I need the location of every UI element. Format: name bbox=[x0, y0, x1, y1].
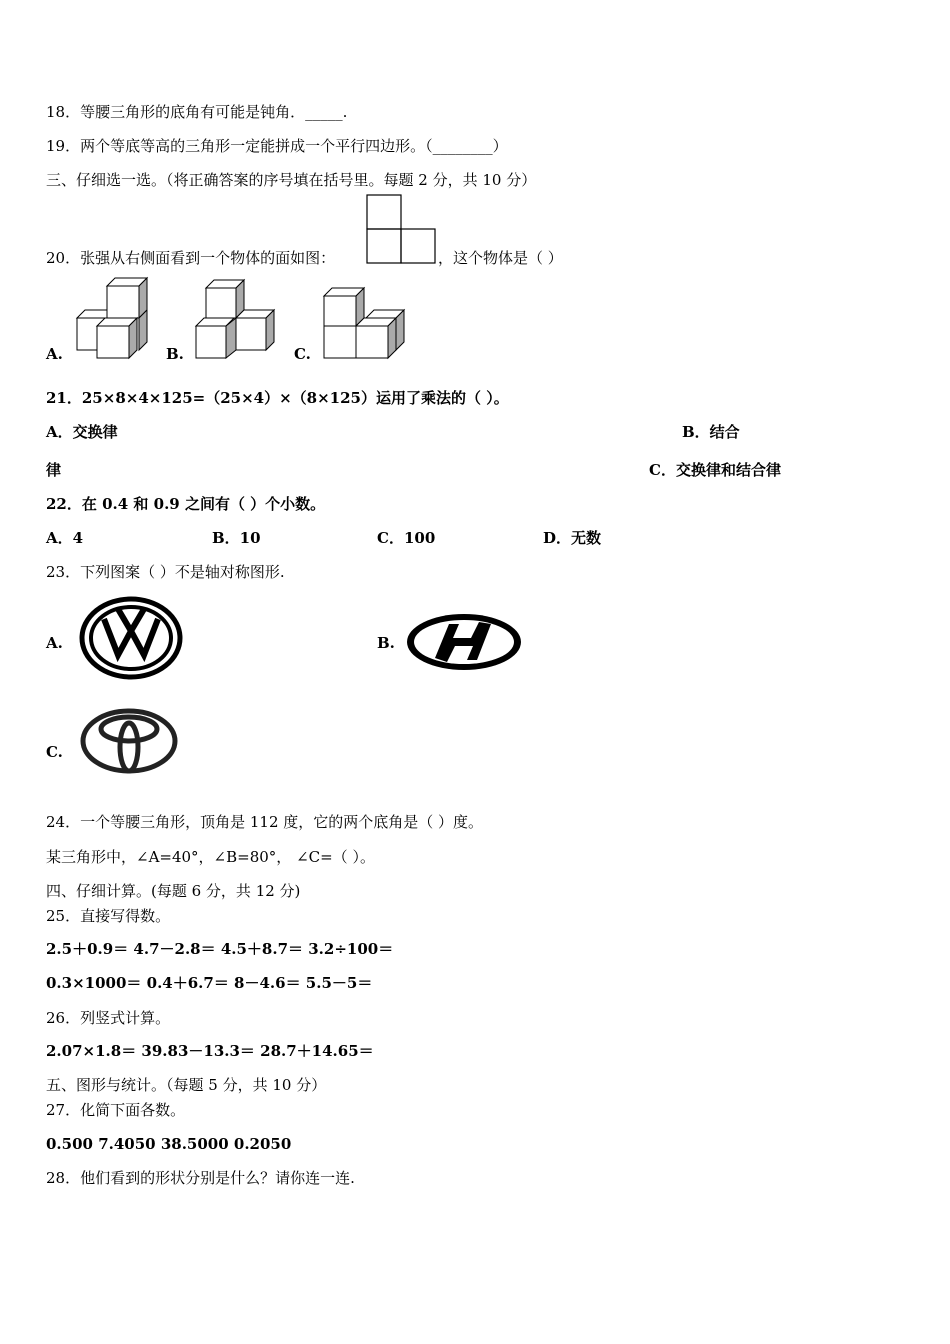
toyota-logo-icon[interactable] bbox=[80, 707, 178, 775]
question-21-option-b[interactable]: B．结合 bbox=[682, 423, 740, 441]
question-20-option-c-label[interactable]: C. bbox=[294, 345, 311, 363]
question-20-text: 20．张强从右侧面看到一个物体的面如图： bbox=[46, 249, 336, 267]
question-27-text: 27．化简下面各数。 bbox=[46, 1101, 186, 1119]
question-23-option-a-label[interactable]: A. bbox=[46, 634, 63, 652]
question-21-option-c[interactable]: C．交换律和结合律 bbox=[649, 461, 781, 479]
question-27-row-1: 0.500 7.4050 38.5000 0.2050 bbox=[46, 1135, 292, 1153]
question-24-line2: 某三角形中，∠A=40°，∠B=80°， ∠C=（ ）。 bbox=[46, 848, 375, 866]
vw-logo-icon[interactable] bbox=[80, 597, 182, 679]
question-18 bbox=[46, 102, 347, 122]
side-view-figure bbox=[366, 194, 438, 266]
cube-stack-c[interactable] bbox=[324, 286, 408, 362]
question-22-text: 22．在 0.4 和 0.9 之间有（ ）个小数。 bbox=[46, 495, 326, 513]
hyundai-logo-icon[interactable] bbox=[405, 612, 523, 672]
question-21-option-a[interactable]: A．交换律 bbox=[46, 423, 118, 441]
question-26-row-1: 2.07×1.8＝ 39.83－13.3＝ 28.7＋14.65＝ bbox=[46, 1042, 374, 1060]
question-19-text: 19．两个等底等高的三角形一定能拼成一个平行四边形。（ bbox=[46, 137, 433, 155]
section-4-heading: 四、仔细计算。(每题 6 分，共 12 分) bbox=[46, 882, 301, 900]
cube-stack-b[interactable] bbox=[196, 278, 278, 360]
section-3-heading: 三、仔细选一选。（将正确答案的序号填在括号里。每题 2 分，共 10 分） bbox=[46, 171, 537, 189]
question-26-text: 26．列竖式计算。 bbox=[46, 1009, 171, 1027]
question-22-option-a[interactable]: A．4 bbox=[46, 529, 84, 547]
question-19 bbox=[46, 136, 508, 156]
question-20-after: ，这个物体是（ ） bbox=[438, 249, 563, 267]
question-25-text: 25．直接写得数。 bbox=[46, 907, 171, 925]
question-18-text: 18．等腰三角形的底角有可能是钝角． bbox=[46, 103, 306, 121]
question-20-option-a-label[interactable]: A. bbox=[46, 345, 63, 363]
question-23-option-c-label[interactable]: C. bbox=[46, 743, 63, 761]
question-23-option-b-label[interactable]: B. bbox=[377, 634, 395, 652]
section-5-heading: 五、图形与统计。（每题 5 分，共 10 分） bbox=[46, 1076, 327, 1094]
question-21-text: 21．25×8×4×125=（25×4）×（8×125）运用了乘法的（ ）。 bbox=[46, 389, 509, 407]
question-22-option-b[interactable]: B．10 bbox=[212, 529, 261, 547]
question-19-blank[interactable]: ________ bbox=[432, 137, 493, 155]
question-25-row-2: 0.3×1000＝ 0.4＋6.7＝ 8－4.6＝ 5.5－5＝ bbox=[46, 974, 373, 992]
question-18-blank[interactable]: _____ bbox=[305, 103, 343, 121]
question-21-option-b-continued: 律 bbox=[46, 461, 62, 479]
question-28-text: 28．他们看到的形状分别是什么？请你连一连. bbox=[46, 1169, 355, 1187]
question-19-end: ） bbox=[492, 137, 508, 155]
question-20-option-b-label[interactable]: B. bbox=[166, 345, 184, 363]
question-24-text: 24．一个等腰三角形，顶角是 112 度，它的两个底角是（ ）度。 bbox=[46, 813, 484, 831]
cube-stack-a[interactable] bbox=[76, 278, 156, 360]
question-22-option-d[interactable]: D．无数 bbox=[543, 529, 602, 547]
question-18-end: . bbox=[342, 103, 348, 121]
question-23-text: 23．下列图案（ ）不是轴对称图形. bbox=[46, 563, 285, 581]
question-25-row-1: 2.5＋0.9＝ 4.7－2.8＝ 4.5＋8.7＝ 3.2÷100＝ bbox=[46, 940, 394, 958]
question-22-option-c[interactable]: C．100 bbox=[377, 529, 436, 547]
